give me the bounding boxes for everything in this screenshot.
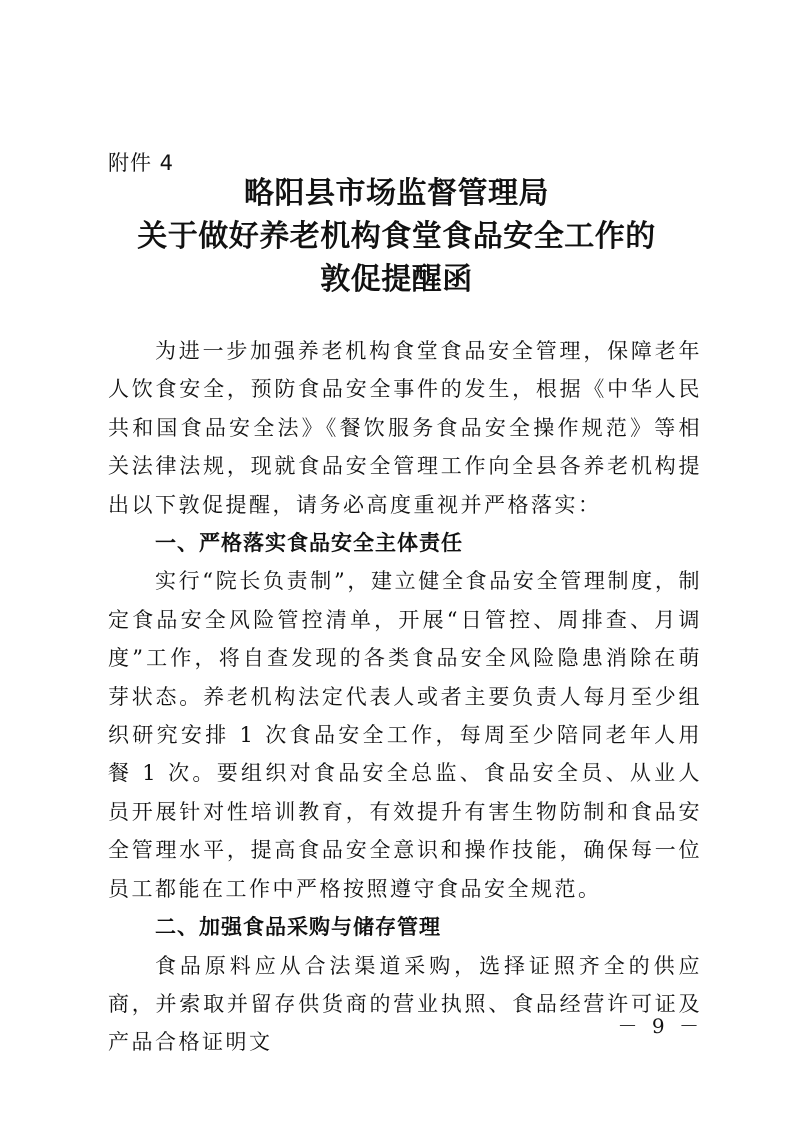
title-line-3: 敦促提醒函 [320, 262, 473, 297]
intro-paragraph: 为进一步加强养老机构食堂食品安全管理，保障老年人饮食安全，预防食品安全事件的发生，根据《中华人民共和国食品安全法》《餐饮服务食品安全操作规范》等相关法律法规，现就食品安全管理工作向全县各养老机构提出以下敦促提醒，请务必高度重视并严格落实： [108, 339, 702, 517]
section-1-heading: 一、严格落实食品安全主体责任 [155, 531, 463, 556]
title-line-1: 略阳县市场监督管理局 [244, 176, 549, 211]
section-1-paragraph: 实行“院长负责制”，建立健全食品安全管理制度，制定食品安全风险管控清单，开展“日管控、周排查、月调度”工作，将自查发现的各类食品安全风险隐患消除在萌芽状态。养老机构法定代表人或者主要负责人每月至少组织研究安排 1 次食品安全工作，每周至少陪同老年人用餐 1 次。要组织对食品安全总监、食品安全员、从业人员开展针对性培训教育，有效提升有害生物防制和食品安全管理水平，提高食品安全意识和操作技能，确保每一位员工都能在工作中严格按照遵守食品安全规范。 [108, 569, 702, 901]
attachment-label: 附件 4 [108, 151, 175, 175]
document-body [108, 332, 702, 1062]
section-2-paragraph: 食品原料应从合法渠道采购，选择证照齐全的供应商，并索取并留存供货商的营业执照、食品经营许可证及产品合格证明文 [108, 953, 702, 1055]
document-title [0, 172, 793, 301]
page-number: － 9 － [617, 1014, 703, 1038]
title-line-2: 关于做好养老机构食堂食品安全工作的 [137, 219, 656, 254]
section-2-heading: 二、加强食品采购与储存管理 [155, 915, 441, 940]
